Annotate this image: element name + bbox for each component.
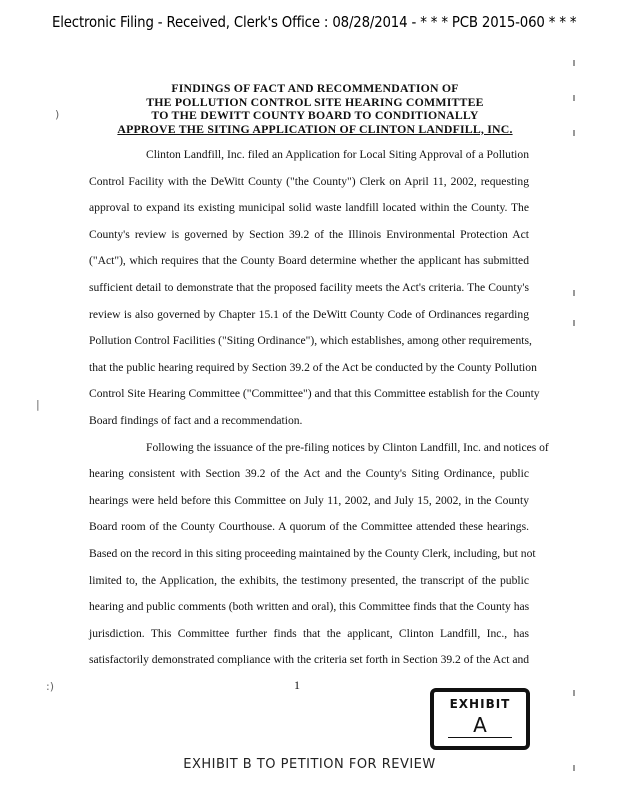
page-number: 1	[294, 678, 300, 692]
scan-mark	[573, 60, 575, 66]
electronic-filing-stamp: Electronic Filing - Received, Clerk's Office : 08/28/2014 - * * * PCB 2015-060 * * *	[52, 13, 577, 31]
body-line: Board room of the County Courthouse. A quorum of the Committee attended these hearings.	[89, 520, 529, 534]
title-line-2: THE POLLUTION CONTROL SITE HEARING COMMITTEE	[146, 94, 484, 109]
document-title	[100, 82, 530, 136]
body-line: that the public hearing required by Section 39.2 of the Act be conducted by the County Pollution	[89, 360, 537, 374]
body-line: satisfactorily demonstrated compliance with the criteria set forth in Section 39.2 of the Act and	[89, 653, 530, 667]
scan-mark	[573, 320, 575, 326]
scan-mark	[573, 290, 575, 296]
body-line: sufficient detail to demonstrate that the proposed facility meets the Act's criteria. The County's	[89, 280, 529, 294]
paragraph-2	[89, 435, 549, 674]
body-line: Pollution Control Facilities ("Siting Ordinance"), which establishes, among other requirements,	[89, 334, 532, 348]
scan-mark	[573, 765, 575, 771]
title-line-1: FINDINGS OF FACT AND RECOMMENDATION OF	[171, 81, 459, 95]
scan-mark: |	[36, 398, 40, 411]
scan-mark: )	[55, 108, 60, 121]
body-line: approval to expand its existing municipal solid waste landfill located within the County. The	[89, 201, 529, 215]
exhibit-sticker	[430, 688, 530, 750]
body-line: hearings were held before this Committee on July 11, 2002, and July 15, 2002, in the County	[89, 493, 529, 507]
body-line: limited to, the Application, the exhibits, the testimony presented, the transcript of the public	[89, 573, 529, 587]
scan-mark	[573, 95, 575, 101]
exhibit-letter: A	[448, 713, 512, 738]
body-line: Control Site Hearing Committee ("Committee") and that this Committee establish for the County	[89, 387, 540, 401]
title-line-4: APPROVE THE SITING APPLICATION OF CLINTON LANDFILL, INC.	[117, 121, 513, 136]
body-line: Based on the record in this siting proceeding maintained by the County Clerk, including, but not	[89, 546, 536, 560]
body-line: County's review is governed by Section 39.2 of the Illinois Environmental Protection Act	[89, 227, 529, 241]
scan-mark: :)	[46, 680, 54, 693]
paragraph-1	[89, 142, 540, 435]
body-line: ("Act"), which requires that the County Board determine whether the applicant has submitted	[89, 254, 529, 268]
scan-mark	[573, 690, 575, 696]
title-line-3: TO THE DEWITT COUNTY BOARD TO CONDITIONALLY	[151, 108, 479, 122]
exhibit-label: EXHIBIT	[449, 697, 511, 711]
body-line: Clinton Landfill, Inc. filed an Application for Local Siting Approval of a Pollution	[146, 148, 529, 161]
body-line: Following the issuance of the pre-filing notices by Clinton Landfill, Inc. and notices of	[146, 440, 549, 454]
body-line: review is also governed by Chapter 15.1 of the DeWitt County Code of Ordinances regarding	[89, 307, 529, 321]
body-line: hearing and public comments (both written and oral), this Committee finds that the County has	[89, 600, 530, 614]
footer-caption: EXHIBIT B TO PETITION FOR REVIEW	[183, 757, 436, 772]
body-line: jurisdiction. This Committee further finds that the applicant, Clinton Landfill, Inc., has	[89, 626, 529, 640]
scan-mark	[573, 130, 575, 136]
body-line: Control Facility with the DeWitt County ("the County") Clerk on April 11, 2002, requesting	[89, 174, 529, 188]
body-line: Board findings of fact and a recommendation.	[89, 413, 303, 427]
document-body	[89, 142, 549, 674]
body-line: hearing consistent with Section 39.2 of the Act and the County's Siting Ordinance, public	[89, 467, 529, 481]
